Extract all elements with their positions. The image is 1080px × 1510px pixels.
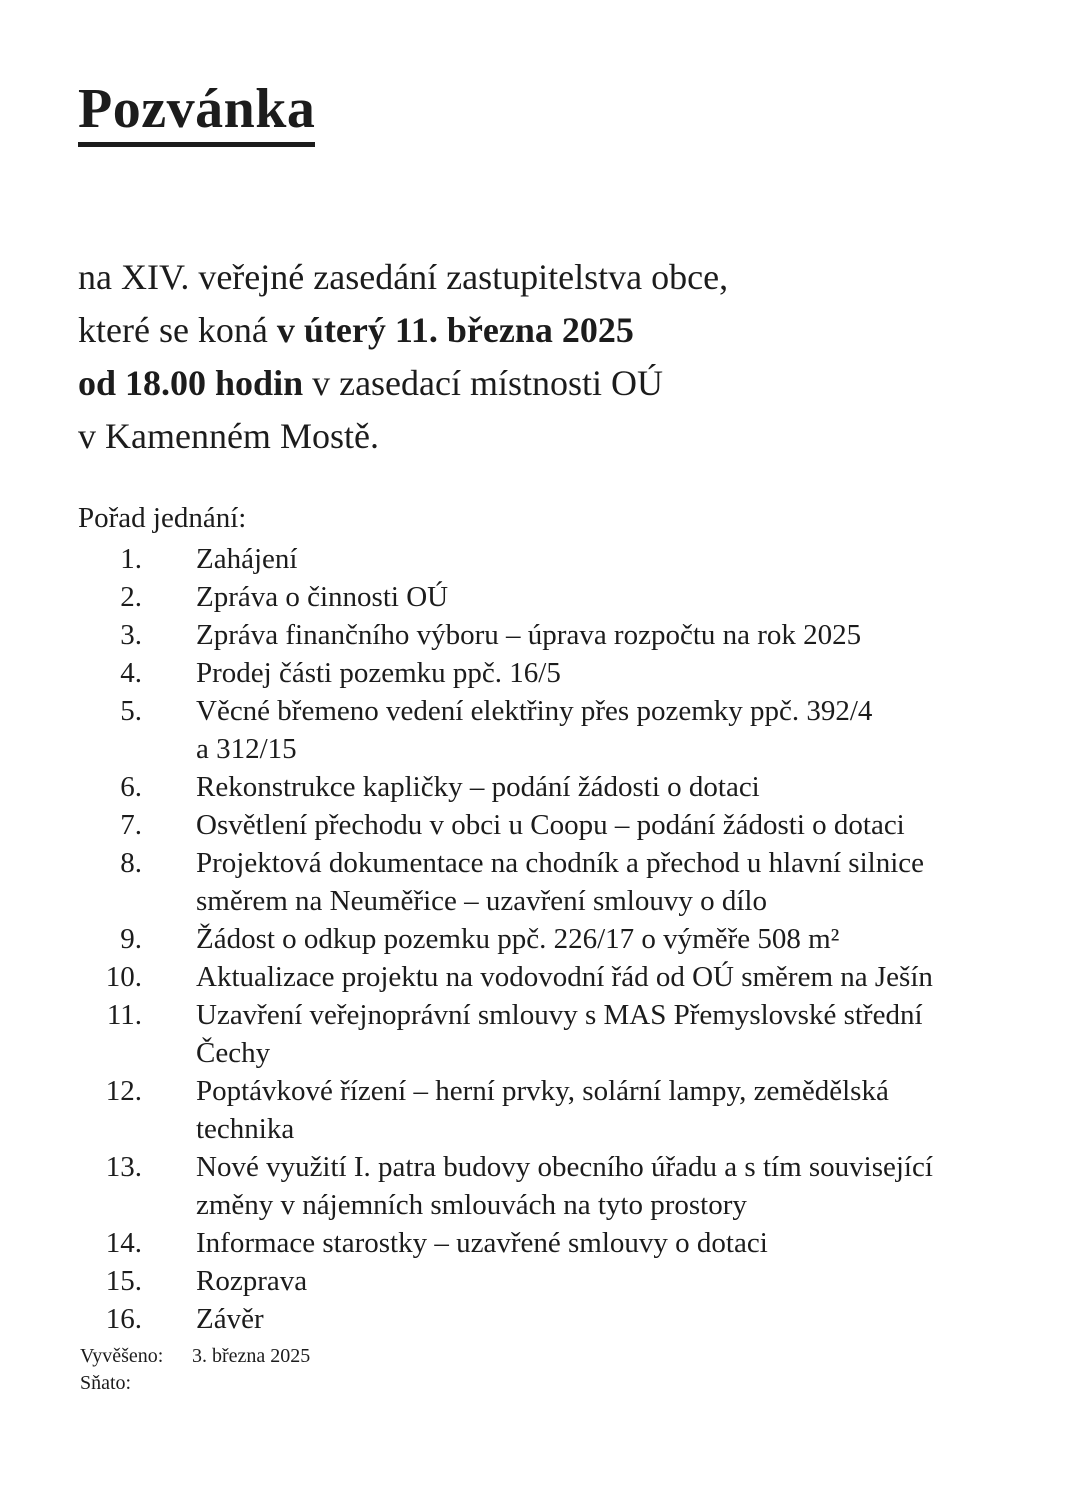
agenda-item-line: a 312/15: [196, 732, 297, 765]
agenda-item: [78, 958, 1028, 996]
intro-bold-text: od 18.00 hodin: [78, 362, 304, 403]
intro-text: které se koná: [78, 309, 277, 350]
agenda-item-text: [196, 654, 1028, 692]
agenda-item-line: Osvětlení přechodu v obci u Coopu – podání žádosti o dotaci: [196, 808, 905, 841]
agenda-item: [78, 920, 1028, 958]
agenda-item: [78, 768, 1028, 806]
agenda-item-number: 5.: [120, 694, 142, 727]
agenda-item-number: 16.: [105, 1302, 142, 1335]
agenda-item-line: Rekonstrukce kapličky – podání žádosti o dotaci: [196, 770, 760, 803]
agenda-item: [78, 1262, 1028, 1300]
agenda-item-line: Čechy: [196, 1036, 271, 1069]
agenda-item-text: [196, 578, 1028, 616]
agenda-item: [78, 654, 1028, 692]
agenda-item-text: [196, 806, 1028, 844]
agenda-item-line: směrem na Neuměřice – uzavření smlouvy o dílo: [196, 884, 767, 917]
agenda-item-number: 7.: [120, 808, 142, 841]
intro-text: v zasedací místnosti OÚ: [303, 362, 664, 403]
agenda-item-number: 15.: [105, 1264, 142, 1297]
agenda-item: [78, 996, 1028, 1072]
agenda-item: [78, 1224, 1028, 1262]
agenda-item: [78, 1148, 1028, 1224]
agenda-item-line: technika: [196, 1112, 295, 1145]
intro-bold-text: v úterý 11. března 2025: [276, 309, 634, 350]
agenda-item-number: 14.: [105, 1226, 142, 1259]
agenda-item-text: [196, 616, 1028, 654]
agenda-item-text: [196, 1224, 1028, 1262]
agenda-item-line: Aktualizace projektu na vodovodní řád od OÚ směrem na Ješín: [196, 960, 933, 993]
agenda-item-number: 12.: [105, 1074, 142, 1107]
intro-line: [78, 357, 1028, 410]
agenda-item-text: [196, 540, 1028, 578]
removed-row: [80, 1370, 310, 1397]
agenda-item-line: Nové využití I. patra budovy obecního úřadu a s tím související: [196, 1150, 933, 1183]
posted-row: [80, 1343, 310, 1370]
removed-label: Sňato:: [80, 1372, 132, 1394]
agenda-item-line: Rozprava: [196, 1264, 308, 1297]
agenda-item: [78, 844, 1028, 920]
agenda-item-line: Zahájení: [196, 542, 298, 575]
agenda-item-text: [196, 844, 1028, 920]
agenda-item-line: Uzavření veřejnoprávní smlouvy s MAS Přemyslovské střední: [196, 998, 923, 1031]
agenda-item-line: Zpráva o činnosti OÚ: [196, 580, 449, 613]
agenda-item-number: 1.: [120, 542, 142, 575]
agenda-item-line: Prodej části pozemku ppč. 16/5: [196, 656, 561, 689]
agenda-item: [78, 578, 1028, 616]
footer: [80, 1343, 310, 1397]
agenda-item-line: Zpráva finančního výboru – úprava rozpočtu na rok 2025: [196, 618, 862, 651]
agenda-item: [78, 806, 1028, 844]
agenda-item-text: [196, 692, 1028, 768]
agenda-item-text: [196, 958, 1028, 996]
posted-date: 3. března 2025: [192, 1345, 311, 1367]
agenda-item-text: [196, 768, 1028, 806]
agenda-item-number: 4.: [120, 656, 142, 689]
agenda-item-text: [196, 1262, 1028, 1300]
document-title: Pozvánka: [78, 80, 315, 148]
agenda-item-text: [196, 920, 1028, 958]
agenda-item-text: [196, 996, 1028, 1072]
agenda-item-number: 2.: [120, 580, 142, 613]
posted-label: Vyvěšeno:: [80, 1345, 164, 1367]
agenda-item: [78, 540, 1028, 578]
agenda-item: [78, 1072, 1028, 1148]
agenda-item-number: 8.: [120, 846, 142, 879]
agenda-item-number: 9.: [120, 922, 142, 955]
agenda-item-line: Informace starostky – uzavřené smlouvy o dotaci: [196, 1226, 768, 1259]
agenda-item: [78, 616, 1028, 654]
agenda-item-number: 11.: [106, 998, 142, 1031]
agenda-item-text: [196, 1300, 1028, 1338]
intro-line: [78, 410, 1028, 463]
agenda-item-line: Věcné břemeno vedení elektřiny přes pozemky ppč. 392/4: [196, 694, 873, 727]
agenda-item-number: 6.: [120, 770, 142, 803]
intro-text: v Kamenném Mostě.: [78, 415, 379, 456]
agenda-item-line: Žádost o odkup pozemku ppč. 226/17 o výměře 508 m²: [196, 922, 840, 955]
intro-line: [78, 251, 1028, 304]
agenda-item-text: [196, 1148, 1028, 1224]
intro-paragraph: [78, 251, 1028, 463]
intro-line: [78, 304, 1028, 357]
agenda-item-line: Závěr: [196, 1302, 264, 1335]
agenda-item-number: 10.: [105, 960, 142, 993]
agenda-heading: Pořad jednání:: [78, 501, 247, 534]
agenda-item-line: Poptávkové řízení – herní prvky, solární lampy, zemědělská: [196, 1074, 889, 1107]
agenda-item-text: [196, 1072, 1028, 1148]
agenda-item: [78, 692, 1028, 768]
agenda-item-number: 3.: [120, 618, 142, 651]
intro-text: na XIV. veřejné zasedání zastupitelstva obce,: [78, 256, 729, 297]
agenda-list: [78, 540, 1028, 1338]
agenda-item-number: 13.: [105, 1150, 142, 1183]
agenda-item: [78, 1300, 1028, 1338]
agenda-item-line: Projektová dokumentace na chodník a přechod u hlavní silnice: [196, 846, 925, 879]
agenda-item-line: změny v nájemních smlouvách na tyto prostory: [196, 1188, 747, 1221]
